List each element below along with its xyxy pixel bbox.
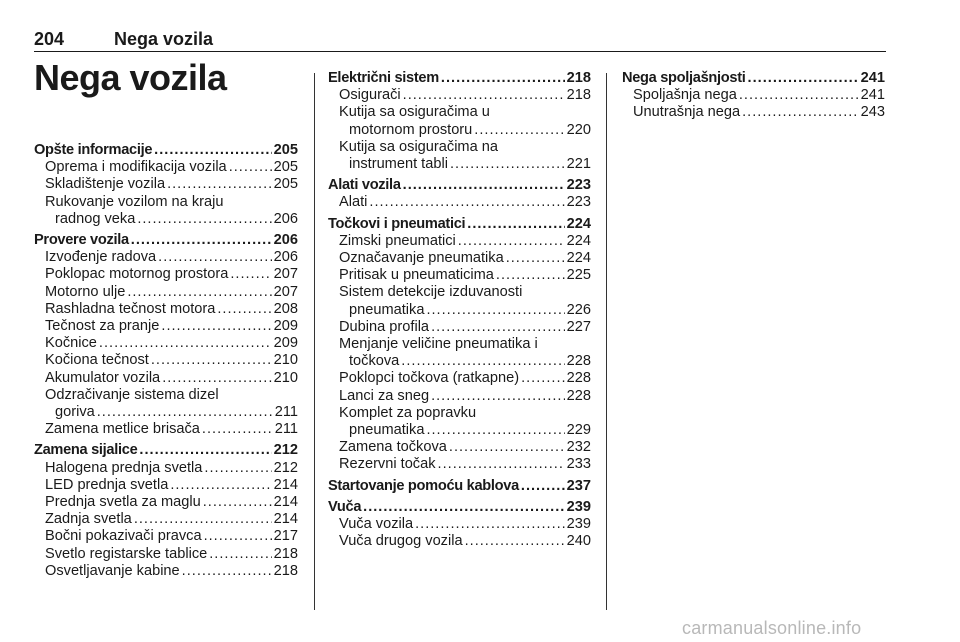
toc-entry-text: Poklopac motornog prostora — [45, 266, 229, 283]
dot-leader — [521, 370, 565, 387]
toc-entry[interactable] — [34, 266, 298, 283]
toc-entry-text: Menjanje veličine pneumatika i — [339, 336, 538, 353]
toc-page-number: 217 — [273, 528, 298, 545]
toc-entry[interactable] — [328, 516, 591, 533]
toc-entry-text: Dubina profila — [339, 318, 430, 335]
toc-entry[interactable] — [328, 194, 591, 211]
dot-leader — [467, 216, 564, 233]
toc-page-number: 226 — [566, 301, 591, 318]
toc-page-number: 227 — [566, 318, 591, 335]
dot-leader — [458, 233, 565, 250]
toc-entry[interactable] — [34, 528, 298, 545]
dot-leader — [154, 142, 271, 159]
toc-page-number: 243 — [860, 104, 885, 121]
toc-entry[interactable] — [34, 352, 298, 369]
toc-entry[interactable] — [622, 87, 885, 104]
toc-entry[interactable] — [328, 250, 591, 267]
toc-page-number: 207 — [273, 283, 298, 300]
toc-section-entry[interactable] — [328, 216, 591, 233]
toc-entry-text: Spoljašnja nega — [633, 87, 737, 104]
toc-entry-text: Zimski pneumatici — [339, 232, 456, 249]
toc-entry-text: Kočnice — [45, 335, 97, 352]
toc-entry-text: Osvetljavanje kabine — [45, 562, 180, 579]
dot-leader — [99, 335, 272, 352]
toc-page-number: 224 — [566, 232, 591, 249]
toc-entry-text: Bočni pokazivači pravca — [45, 528, 202, 545]
toc-entry-text: Zamena sijalice — [34, 442, 138, 459]
toc-entry-text: Tečnost za pranje — [45, 318, 160, 335]
dot-leader — [742, 104, 859, 121]
toc-entry-text: Startovanje pomoću kablova — [328, 477, 519, 494]
dot-leader — [131, 232, 272, 249]
toc-entry-text: motornom prostoru — [349, 121, 473, 138]
toc-entry-text: instrument tabli — [349, 156, 448, 173]
dot-leader — [521, 478, 565, 495]
toc-entry[interactable] — [34, 284, 298, 301]
toc-page-number: 224 — [566, 215, 591, 232]
toc-page-number: 212 — [273, 442, 298, 459]
toc-entry[interactable] — [328, 388, 591, 405]
toc-entry-text: Poklopci točkova (ratkapne) — [339, 370, 520, 387]
toc-column-2 — [328, 70, 591, 550]
dot-leader — [209, 546, 271, 563]
toc-entry[interactable] — [34, 421, 298, 438]
toc-entry-text: Izvođenje radova — [45, 249, 157, 266]
toc-entry-text: Električni sistem — [328, 70, 439, 86]
toc-page-number: 223 — [566, 194, 591, 211]
dot-leader — [182, 563, 272, 580]
toc-entry-text: Lanci za sneg — [339, 387, 430, 404]
dot-leader — [438, 456, 565, 473]
dot-leader — [97, 404, 273, 421]
dot-leader — [450, 156, 565, 173]
toc-page-number: 241 — [860, 87, 885, 104]
toc-entry-text: Komplet za popravku — [339, 404, 477, 421]
dot-leader — [127, 284, 271, 301]
toc-entry[interactable] — [328, 87, 591, 104]
dot-leader — [474, 122, 564, 139]
toc-entry[interactable] — [34, 176, 298, 193]
toc-entry-text: Halogena prednja svetla — [45, 459, 203, 476]
toc-entry[interactable] — [328, 370, 591, 387]
toc-entry[interactable] — [34, 563, 298, 580]
toc-page-number: 206 — [273, 210, 298, 227]
toc-entry-text: Akumulator vozila — [45, 369, 161, 386]
toc-entry-text: Kutija sa osiguračima u — [339, 104, 490, 121]
dot-leader — [204, 460, 271, 477]
toc-entry[interactable] — [328, 336, 591, 370]
toc-page-number: 228 — [566, 370, 591, 387]
toc-page-number: 218 — [566, 70, 591, 86]
toc-entry-text: Pritisak u pneumaticima — [339, 267, 494, 284]
toc-entry[interactable] — [328, 456, 591, 473]
toc-entry-text: Kutija sa osiguračima na — [339, 138, 498, 155]
dot-leader — [137, 211, 271, 228]
dot-leader — [426, 302, 564, 319]
toc-section-entry[interactable] — [328, 70, 591, 87]
toc-page-number: 209 — [273, 335, 298, 352]
dot-leader — [161, 318, 271, 335]
dot-leader — [229, 159, 272, 176]
toc-page-number: 220 — [566, 121, 591, 138]
toc-entry-text: Vuča drugog vozila — [339, 533, 463, 550]
toc-entry-text: Točkovi i pneumatici — [328, 215, 466, 232]
dot-leader — [369, 194, 564, 211]
toc-page-number: 214 — [273, 494, 298, 511]
toc-page-number: 240 — [566, 533, 591, 550]
toc-section-entry[interactable] — [34, 142, 298, 159]
toc-entry-text: Unutrašnja nega — [633, 104, 741, 121]
toc-page-number: 206 — [273, 232, 298, 249]
toc-page-number: 205 — [273, 159, 298, 176]
toc-entry[interactable] — [34, 460, 298, 477]
toc-section-entry[interactable] — [34, 232, 298, 249]
toc-page-number: 225 — [566, 267, 591, 284]
toc-page-number: 221 — [566, 156, 591, 173]
toc-entry[interactable] — [328, 267, 591, 284]
toc-entry[interactable] — [34, 511, 298, 528]
toc-column-1 — [34, 142, 298, 580]
toc-page-number: 228 — [566, 387, 591, 404]
toc-page-number: 228 — [566, 353, 591, 370]
toc-page-number: 218 — [566, 87, 591, 104]
toc-entry-text: Alati vozila — [328, 177, 401, 194]
toc-entry-text: Alati — [339, 194, 368, 211]
dot-leader — [739, 87, 859, 104]
dot-leader — [496, 267, 565, 284]
toc-section-entry[interactable] — [34, 442, 298, 459]
toc-entry[interactable] — [328, 439, 591, 456]
dot-leader — [431, 319, 565, 336]
toc-column-3 — [622, 70, 885, 122]
dot-leader — [217, 301, 271, 318]
dot-leader — [426, 422, 564, 439]
toc-entry-text: radnog veka — [55, 210, 136, 227]
toc-entry-text: Zadnja svetla — [45, 511, 132, 528]
toc-page-number: 205 — [273, 142, 298, 158]
toc-entry[interactable] — [34, 370, 298, 387]
toc-entry[interactable] — [328, 284, 591, 318]
toc-entry-text: Skladištenje vozila — [45, 176, 166, 193]
toc-entry-text: pneumatika — [349, 422, 425, 439]
toc-entry-text: Opšte informacije — [34, 142, 153, 158]
toc-page-number: 239 — [566, 498, 591, 515]
toc-page-number: 233 — [566, 456, 591, 473]
toc-entry-text: Motorno ulje — [45, 283, 126, 300]
toc-entry-text: Zamena točkova — [339, 439, 447, 456]
toc-page-number: 237 — [566, 477, 591, 494]
toc-entry[interactable] — [34, 494, 298, 511]
toc-page-number: 212 — [273, 459, 298, 476]
toc-page-number: 214 — [273, 476, 298, 493]
dot-leader — [203, 494, 272, 511]
toc-page-number: 229 — [566, 422, 591, 439]
dot-leader — [441, 70, 565, 87]
toc-entry-text: Nega spoljašnjosti — [622, 70, 746, 86]
toc-page-number: 207 — [273, 266, 298, 283]
toc-entry[interactable] — [34, 159, 298, 176]
toc-page-number: 232 — [566, 439, 591, 456]
toc-entry-text: Provere vozila — [34, 232, 129, 249]
toc-page-number: 208 — [273, 300, 298, 317]
running-title: Nega vozila — [114, 29, 214, 49]
toc-page-number: 211 — [274, 404, 298, 421]
toc-entry-text: Označavanje pneumatika — [339, 250, 504, 267]
toc-entry[interactable] — [34, 194, 298, 228]
toc-entry-text: Rashladna tečnost motora — [45, 300, 216, 317]
dot-leader — [748, 70, 859, 87]
dot-leader — [139, 442, 271, 459]
toc-entry[interactable] — [328, 104, 591, 138]
dot-leader — [465, 533, 565, 550]
chapter-title: Nega vozila — [34, 57, 227, 98]
toc-entry-text: Rukovanje vozilom na kraju — [45, 193, 224, 210]
toc-entry-text: Prednja svetla za maglu — [45, 494, 201, 511]
toc-section-entry[interactable] — [328, 499, 591, 516]
toc-entry[interactable] — [328, 533, 591, 550]
dot-leader — [162, 370, 271, 387]
toc-entry-text: Vuča — [328, 498, 362, 515]
dot-leader — [506, 250, 565, 267]
toc-entry[interactable] — [34, 477, 298, 494]
toc-entry-text: Kočiona tečnost — [45, 352, 149, 369]
dot-leader — [204, 528, 272, 545]
toc-entry[interactable] — [328, 319, 591, 336]
dot-leader — [449, 439, 565, 456]
dot-leader — [415, 516, 565, 533]
dot-leader — [151, 352, 272, 369]
toc-section-entry[interactable] — [622, 70, 885, 87]
toc-page-number: 214 — [273, 511, 298, 528]
dot-leader — [158, 249, 271, 266]
dot-leader — [401, 353, 564, 370]
toc-entry-text: Rezervni točak — [339, 456, 436, 473]
page-number: 204 — [34, 29, 65, 49]
toc-section-entry[interactable] — [328, 478, 591, 495]
toc-entry-text: Sistem detekcije izduvanosti — [339, 284, 523, 301]
toc-entry-text: Vuča vozila — [339, 516, 414, 533]
toc-page-number: 223 — [566, 177, 591, 194]
page-header — [34, 25, 886, 52]
toc-page-number: 205 — [273, 176, 298, 193]
toc-entry[interactable] — [34, 318, 298, 335]
dot-leader — [167, 176, 272, 193]
toc-entry[interactable] — [622, 104, 885, 121]
toc-entry[interactable] — [34, 546, 298, 563]
toc-entry[interactable] — [34, 301, 298, 318]
dot-leader — [431, 388, 565, 405]
dot-leader — [363, 499, 565, 516]
toc-section-entry[interactable] — [328, 177, 591, 194]
toc-entry[interactable] — [328, 405, 591, 439]
toc-entry-text: Zamena metlice brisača — [45, 421, 200, 438]
toc-entry-text: Svetlo registarske tablice — [45, 545, 208, 562]
toc-page-number: 211 — [274, 421, 298, 438]
toc-entry[interactable] — [328, 139, 591, 173]
toc-page-number: 239 — [566, 516, 591, 533]
dot-leader — [403, 177, 565, 194]
toc-page-number: 218 — [273, 545, 298, 562]
toc-page-number: 218 — [273, 562, 298, 579]
dot-leader — [170, 477, 271, 494]
toc-entry[interactable] — [34, 249, 298, 266]
toc-page-number: 210 — [273, 352, 298, 369]
toc-entry[interactable] — [34, 387, 298, 421]
dot-leader — [202, 421, 273, 438]
toc-entry-text: Osigurači — [339, 87, 401, 104]
toc-page-number: 224 — [566, 250, 591, 267]
toc-page-number: 206 — [273, 249, 298, 266]
toc-entry-text: točkova — [349, 353, 400, 370]
watermark: carmanualsonline.info — [682, 618, 862, 638]
toc-page-number: 241 — [860, 70, 885, 86]
toc-entry-text: pneumatika — [349, 301, 425, 318]
toc-entry[interactable] — [328, 233, 591, 250]
column-divider — [314, 73, 315, 610]
toc-entry[interactable] — [34, 335, 298, 352]
dot-leader — [134, 511, 272, 528]
dot-leader — [230, 266, 271, 283]
toc-page-number: 209 — [273, 318, 298, 335]
toc-entry-text: Odzračivanje sistema dizel — [45, 386, 219, 403]
dot-leader — [403, 87, 565, 104]
toc-entry-text: Oprema i modifikacija vozila — [45, 159, 227, 176]
toc-entry-text: goriva — [55, 404, 95, 421]
toc-page-number: 210 — [273, 369, 298, 386]
column-divider — [606, 73, 607, 610]
toc-entry-text: LED prednja svetla — [45, 476, 169, 493]
